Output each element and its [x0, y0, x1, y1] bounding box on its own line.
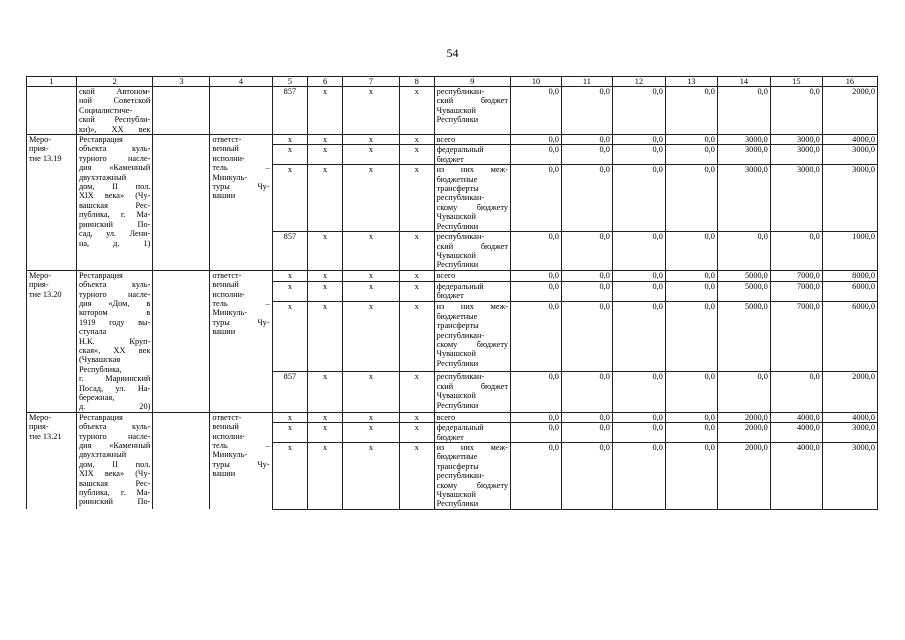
cell-text-line: Чувашской [436, 349, 476, 359]
amount-cell: 0,0 [561, 302, 612, 372]
cell-text-line: двухэтажный [78, 172, 127, 182]
amount-cell: 3000,0 [717, 145, 770, 165]
amount-cell: 2000,0 [717, 412, 770, 422]
cell-text-line: публика, г. Ма- [78, 210, 151, 220]
code-cell: х [308, 232, 343, 271]
cell-text-line: Н.К. Круп- [78, 336, 151, 346]
amount-cell: 4000,0 [770, 412, 822, 422]
code-cell: х [272, 423, 308, 443]
cell-text-line: риинский По- [78, 219, 151, 229]
cell-text-line: (Чувашская [78, 355, 121, 365]
amount-cell: 0,0 [561, 87, 612, 135]
amount-cell: 0,0 [612, 412, 665, 422]
cell-text-line: исполни- [212, 431, 245, 441]
code-cell: х [399, 412, 434, 422]
funding-source [434, 270, 510, 281]
amount-cell: 0,0 [511, 423, 562, 443]
cell-text-line: трансферты [436, 461, 479, 471]
code-cell: х [272, 281, 308, 302]
cell-text-line: турного насле- [78, 431, 151, 441]
cell-text-line: Чувашской [436, 391, 476, 401]
column-header: 15 [770, 77, 822, 87]
cell-text-line: бюджет [436, 154, 464, 164]
code-cell: х [308, 87, 343, 135]
amount-cell: 0,0 [612, 281, 665, 302]
funding-source [434, 372, 510, 412]
cell-text-line: объекта куль- [78, 144, 151, 154]
code-cell: х [399, 145, 434, 165]
cell-text-line: вашская Рес- [78, 478, 151, 488]
table-row [27, 270, 878, 281]
code-cell: х [342, 270, 399, 281]
cell-text-line: тие 13.19 [29, 153, 62, 163]
amount-cell: 3000,0 [717, 135, 770, 145]
amount-cell: 0,0 [511, 135, 562, 145]
cell-text-line: вашии [212, 327, 236, 337]
amount-cell: 8000,0 [822, 270, 877, 281]
amount-cell: 5000,0 [717, 281, 770, 302]
amount-cell: 0,0 [665, 302, 717, 372]
cell-text-line: федеральный [436, 281, 484, 291]
cell-text-line: Реставрация [78, 135, 123, 145]
code-cell: х [308, 372, 343, 412]
column-header: 1 [27, 77, 77, 87]
budget-table [26, 76, 878, 510]
code-cell: х [399, 443, 434, 510]
cell-text-line: на, д. 1) [78, 238, 151, 248]
cell-text-line: ской Автоном- [78, 87, 151, 96]
code-cell: х [399, 232, 434, 271]
cell-text-line: г. Мариинский [78, 374, 151, 384]
column-header: 2 [76, 77, 152, 87]
funding-source [434, 135, 510, 145]
object-description [76, 270, 152, 412]
cell-text-line: Посад, ул. На- [78, 383, 151, 393]
code-cell: х [308, 281, 343, 302]
code-cell: х [342, 423, 399, 443]
cell-text-line: турного насле- [78, 153, 151, 163]
cell-text-line: ответст- [212, 135, 242, 145]
cell-text-line: вашии [212, 191, 236, 201]
amount-cell: 0,0 [665, 135, 717, 145]
funding-source [434, 423, 510, 443]
cell-text-line: исполни- [212, 153, 245, 163]
code-cell: х [399, 165, 434, 232]
funding-source [434, 412, 510, 422]
amount-cell: 0,0 [612, 87, 665, 135]
cell-text-line: федеральный [436, 145, 484, 155]
column-header: 6 [308, 77, 343, 87]
amount-cell: 0,0 [612, 372, 665, 412]
cell-text-line: республикан- [436, 372, 485, 382]
column-header: 10 [511, 77, 562, 87]
amount-cell: 0,0 [561, 232, 612, 271]
column-header: 3 [153, 77, 210, 87]
amount-cell: 1000,0 [822, 232, 877, 271]
code-cell: х [272, 412, 308, 422]
code-cell: х [308, 443, 343, 510]
code-cell: х [399, 302, 434, 372]
amount-cell: 0,0 [561, 135, 612, 145]
cell-text-line: туры Чу- [212, 317, 270, 327]
amount-cell: 6000,0 [822, 302, 877, 372]
funding-source [434, 232, 510, 271]
code-cell: 857 [272, 232, 308, 271]
cell-text-line: тель – [212, 298, 270, 308]
cell-text-line: XIX века» (Чу- [78, 469, 151, 479]
code-cell: х [272, 165, 308, 232]
blank-cell [153, 87, 210, 135]
measure-number [27, 412, 77, 509]
code-cell: х [342, 372, 399, 412]
cell-text-line: прия- [29, 422, 49, 432]
cell-text-line: турного насле- [78, 289, 151, 299]
amount-cell: 0,0 [665, 165, 717, 232]
measure-number [27, 135, 77, 271]
code-cell: х [342, 145, 399, 165]
cell-text-line: венный [212, 422, 239, 432]
code-cell: х [342, 281, 399, 302]
code-cell: х [272, 135, 308, 145]
responsible-executor [210, 135, 272, 271]
amount-cell: 5000,0 [717, 270, 770, 281]
amount-cell: 0,0 [561, 423, 612, 443]
object-description [76, 135, 152, 271]
cell-text-line: Меро- [29, 270, 52, 280]
amount-cell: 0,0 [665, 87, 717, 135]
cell-text-line: из них меж- [436, 165, 508, 175]
object-description [76, 87, 152, 135]
cell-text-line: д. 20) [78, 402, 151, 412]
code-cell: х [272, 270, 308, 281]
amount-cell: 0,0 [770, 87, 822, 135]
column-header: 9 [434, 77, 510, 87]
cell-text-line: бюджетные [436, 311, 478, 321]
blank-cell [153, 270, 210, 412]
code-cell: х [399, 135, 434, 145]
cell-text-line: тель – [212, 163, 270, 173]
cell-text-line: Республики [436, 221, 479, 231]
measure-cell [27, 87, 77, 135]
cell-text-line: 1919 году вы- [78, 317, 151, 327]
cell-text-line: бережная, [78, 393, 115, 402]
amount-cell: 4000,0 [822, 135, 877, 145]
cell-text-line: ский бюджет [436, 241, 508, 251]
code-cell: х [308, 270, 343, 281]
amount-cell: 0,0 [511, 443, 562, 510]
cell-text-line: XIX века» (Чу- [78, 191, 151, 201]
cell-text-line: Республики [436, 400, 479, 410]
amount-cell: 0,0 [665, 232, 717, 271]
funding-source [434, 281, 510, 302]
cell-text-line: Реставрация [78, 270, 123, 280]
column-header: 14 [717, 77, 770, 87]
amount-cell: 7000,0 [770, 270, 822, 281]
cell-text-line: скому бюджету [436, 480, 508, 490]
cell-text-line: скому бюджету [436, 202, 508, 212]
amount-cell: 3000,0 [822, 423, 877, 443]
code-cell: х [342, 87, 399, 135]
cell-text-line: федеральный [436, 423, 484, 433]
cell-text-line: ступала [78, 327, 107, 337]
amount-cell: 2000,0 [717, 443, 770, 510]
cell-text-line: публика, г. Ма- [78, 488, 151, 498]
column-header: 8 [399, 77, 434, 87]
cell-text-line: Республика, [78, 364, 122, 374]
amount-cell: 0,0 [561, 270, 612, 281]
responsible-executor [210, 412, 272, 509]
cell-text-line: всего [436, 270, 456, 280]
column-header: 4 [210, 77, 272, 87]
header-row [27, 77, 878, 87]
column-header: 16 [822, 77, 877, 87]
amount-cell: 3000,0 [770, 135, 822, 145]
cell-text-line: республикан- [436, 193, 485, 203]
cell-text-line: прия- [29, 280, 49, 290]
amount-cell: 0,0 [511, 232, 562, 271]
amount-cell: 7000,0 [770, 281, 822, 302]
funding-source [434, 87, 510, 135]
amount-cell: 0,0 [612, 135, 665, 145]
cell-text-line: ская», XX век [78, 345, 151, 355]
amount-cell: 0,0 [665, 412, 717, 422]
cell-text-line: ский бюджет [436, 381, 508, 391]
cell-text-line: дия «Каменный [78, 163, 151, 173]
funding-source [434, 145, 510, 165]
amount-cell: 0,0 [612, 232, 665, 271]
cell-text-line: республикан- [436, 330, 485, 340]
funding-source [434, 165, 510, 232]
code-cell: х [272, 145, 308, 165]
cell-text-line: Чувашской [436, 212, 476, 222]
amount-cell: 0,0 [665, 270, 717, 281]
amount-cell: 4000,0 [770, 443, 822, 510]
code-cell: х [342, 232, 399, 271]
amount-cell: 0,0 [612, 443, 665, 510]
amount-cell: 0,0 [612, 145, 665, 165]
cell-text-line: дом, II пол. [78, 459, 151, 469]
cell-text-line: Минкуль- [212, 172, 248, 182]
column-header: 7 [342, 77, 399, 87]
cell-text-line: ответст- [212, 412, 242, 422]
code-cell: х [399, 87, 434, 135]
cell-text-line: тие 13.20 [29, 289, 62, 299]
column-header: 11 [561, 77, 612, 87]
cell-text-line: туры Чу- [212, 182, 270, 192]
cell-text-line: Чувашской [436, 250, 476, 260]
cell-text-line: ской Республи- [78, 115, 151, 125]
cell-text-line: вашская Рес- [78, 200, 151, 210]
amount-cell: 2000,0 [717, 423, 770, 443]
cell-text-line: республикан- [436, 232, 485, 242]
cell-text-line: трансферты [436, 184, 479, 194]
amount-cell: 0,0 [717, 232, 770, 271]
cell-text-line: Республики [436, 260, 479, 270]
responsible-executor [210, 87, 272, 135]
cell-text-line: скому бюджету [436, 339, 508, 349]
amount-cell: 3000,0 [822, 443, 877, 510]
cell-text-line: дия «Каменный [78, 441, 151, 451]
amount-cell: 2000,0 [822, 372, 877, 412]
code-cell: х [342, 443, 399, 510]
cell-text-line: ной Советской [78, 96, 151, 106]
column-header: 12 [612, 77, 665, 87]
code-cell: х [399, 281, 434, 302]
code-cell: х [308, 302, 343, 372]
code-cell: 857 [272, 372, 308, 412]
cell-text-line: тие 13.21 [29, 431, 62, 441]
cell-text-line: Минкуль- [212, 308, 248, 318]
cell-text-line: дом, II пол. [78, 182, 151, 192]
cell-text-line: риинский По- [78, 497, 151, 507]
amount-cell: 0,0 [511, 145, 562, 165]
code-cell: х [308, 412, 343, 422]
code-cell: х [272, 302, 308, 372]
amount-cell: 0,0 [612, 270, 665, 281]
cell-text-line: Меро- [29, 412, 52, 422]
amount-cell: 5000,0 [717, 302, 770, 372]
code-cell: х [308, 165, 343, 232]
cell-text-line: республикан- [436, 471, 485, 481]
code-cell: 857 [272, 87, 308, 135]
cell-text-line: Республики [436, 499, 479, 509]
cell-text-line: Чувашской [436, 490, 476, 500]
table-row [27, 412, 878, 422]
amount-cell: 0,0 [511, 281, 562, 302]
amount-cell: 4000,0 [822, 412, 877, 422]
amount-cell: 3000,0 [770, 165, 822, 232]
code-cell: х [399, 372, 434, 412]
amount-cell: 6000,0 [822, 281, 877, 302]
cell-text-line: венный [212, 280, 239, 290]
cell-text-line: Социалистиче- [78, 105, 133, 115]
amount-cell: 0,0 [561, 281, 612, 302]
cell-text-line: Чувашской [436, 105, 476, 115]
amount-cell: 0,0 [665, 443, 717, 510]
amount-cell: 0,0 [612, 302, 665, 372]
amount-cell: 0,0 [665, 372, 717, 412]
cell-text-line: венный [212, 144, 239, 154]
cell-text-line: ский бюджет [436, 96, 508, 106]
code-cell: х [308, 423, 343, 443]
cell-text-line: республикан- [436, 87, 485, 96]
responsible-executor [210, 270, 272, 412]
cell-text-line: Республики [436, 358, 479, 368]
amount-cell: 0,0 [511, 165, 562, 232]
amount-cell: 0,0 [612, 165, 665, 232]
cell-text-line: исполни- [212, 289, 245, 299]
cell-text-line: вашии [212, 469, 236, 479]
blank-cell [153, 135, 210, 271]
amount-cell: 0,0 [561, 372, 612, 412]
cell-text-line: бюджетные [436, 174, 478, 184]
cell-text-line: Меро- [29, 135, 52, 145]
code-cell: х [308, 145, 343, 165]
code-cell: х [342, 302, 399, 372]
code-cell: х [308, 135, 343, 145]
cell-text-line: всего [436, 412, 456, 422]
code-cell: х [342, 412, 399, 422]
cell-text-line: дия «Дом, в [78, 298, 151, 308]
cell-text-line: объекта куль- [78, 422, 151, 432]
amount-cell: 3000,0 [717, 165, 770, 232]
amount-cell: 0,0 [561, 145, 612, 165]
amount-cell: 0,0 [665, 281, 717, 302]
blank-cell [153, 412, 210, 509]
cell-text-line: Республики [436, 115, 479, 125]
cell-text-line: ответст- [212, 270, 242, 280]
cell-text-line: ки)», XX век [78, 124, 151, 134]
cell-text-line: двухэтажный [78, 450, 127, 460]
amount-cell: 0,0 [612, 423, 665, 443]
column-header: 13 [665, 77, 717, 87]
funding-source [434, 302, 510, 372]
cell-text-line: бюджет [436, 432, 464, 442]
code-cell: х [272, 443, 308, 510]
cell-text-line: трансферты [436, 321, 479, 331]
amount-cell: 0,0 [665, 145, 717, 165]
amount-cell: 0,0 [511, 270, 562, 281]
amount-cell: 3000,0 [770, 145, 822, 165]
amount-cell: 0,0 [770, 232, 822, 271]
cell-text-line: сад, ул. Лени- [78, 229, 151, 239]
amount-cell: 0,0 [511, 302, 562, 372]
amount-cell: 3000,0 [822, 145, 877, 165]
cell-text-line: объекта куль- [78, 280, 151, 290]
cell-text-line: котором в [78, 308, 151, 318]
table-row [27, 87, 878, 135]
code-cell: х [342, 135, 399, 145]
code-cell: х [342, 165, 399, 232]
amount-cell: 4000,0 [770, 423, 822, 443]
amount-cell: 2000,0 [822, 87, 877, 135]
cell-text-line: Минкуль- [212, 450, 248, 460]
amount-cell: 3000,0 [822, 165, 877, 232]
cell-text-line: всего [436, 135, 456, 145]
amount-cell: 0,0 [717, 87, 770, 135]
cell-text-line: из них меж- [436, 443, 508, 453]
cell-text-line: тель – [212, 441, 270, 451]
amount-cell: 0,0 [561, 412, 612, 422]
cell-text-line: туры Чу- [212, 459, 270, 469]
amount-cell: 0,0 [561, 443, 612, 510]
amount-cell: 0,0 [665, 423, 717, 443]
amount-cell: 0,0 [770, 372, 822, 412]
table-body [27, 77, 878, 510]
amount-cell: 0,0 [511, 87, 562, 135]
amount-cell: 7000,0 [770, 302, 822, 372]
cell-text-line: бюджет [436, 291, 464, 301]
code-cell: х [399, 423, 434, 443]
object-description [76, 412, 152, 509]
cell-text-line: из них меж- [436, 302, 508, 312]
amount-cell: 0,0 [511, 372, 562, 412]
column-header: 5 [272, 77, 308, 87]
cell-text-line: прия- [29, 144, 49, 154]
amount-cell: 0,0 [511, 412, 562, 422]
amount-cell: 0,0 [717, 372, 770, 412]
measure-number [27, 270, 77, 412]
table-row [27, 135, 878, 145]
cell-text-line: Реставрация [78, 412, 123, 422]
amount-cell: 0,0 [561, 165, 612, 232]
funding-source [434, 443, 510, 510]
cell-text-line: бюджетные [436, 452, 478, 462]
page-number: 54 [446, 46, 459, 60]
code-cell: х [399, 270, 434, 281]
